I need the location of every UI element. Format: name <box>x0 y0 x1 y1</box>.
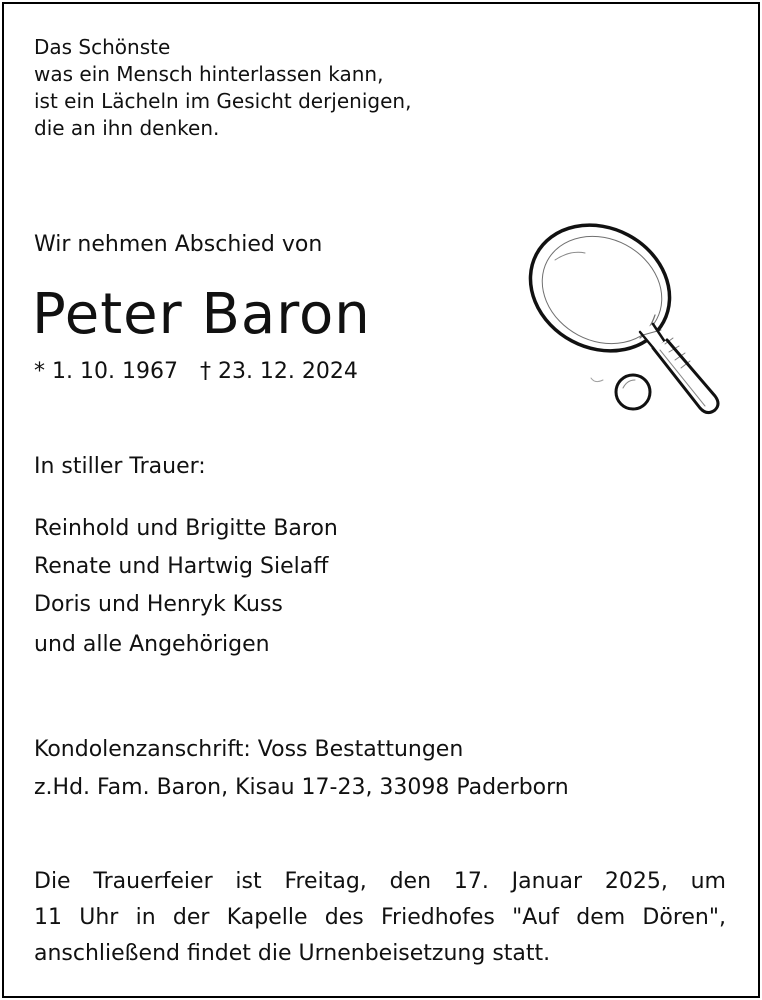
family-member: Reinhold und Brigitte Baron <box>34 516 338 541</box>
family-member: Renate und Hartwig Sielaff <box>34 554 329 579</box>
condolence-line: Kondolenzanschrift: Voss Bestattungen <box>34 737 464 762</box>
service-line: anschließend findet die Urnenbeisetzung statt. <box>34 941 551 966</box>
birth-date: * 1. 10. 1967 <box>34 359 178 384</box>
poem-line: was ein Mensch hinterlassen kann, <box>34 62 384 86</box>
other-relatives: und alle Angehörigen <box>34 632 270 657</box>
poem-line: die an ihn denken. <box>34 116 220 140</box>
life-dates <box>34 359 358 384</box>
poem-line: ist ein Lächeln im Gesicht derjenigen, <box>34 89 412 113</box>
poem <box>34 34 411 142</box>
condolence-line: z.Hd. Fam. Baron, Kisau 17-23, 33098 Paderborn <box>34 775 569 800</box>
family-member: Doris und Henryk Kuss <box>34 592 283 617</box>
condolence-address <box>34 731 569 807</box>
family-list <box>34 510 338 624</box>
mourning-heading: In stiller Trauer: <box>34 454 206 479</box>
service-line: Die Trauerfeier ist Freitag, den 17. Januar 2025, um <box>34 869 726 894</box>
poem-line: Das Schönste <box>34 35 171 59</box>
farewell-intro: Wir nehmen Abschied von <box>34 232 323 257</box>
table-tennis-paddle-icon <box>515 220 735 420</box>
deceased-name: Peter Baron <box>32 282 371 347</box>
service-line: 11 Uhr in der Kapelle des Friedhofes "Auf dem Dören", <box>34 905 726 930</box>
death-date: † 23. 12. 2024 <box>199 359 358 384</box>
funeral-service-info <box>34 864 726 972</box>
notice-border <box>2 2 760 998</box>
